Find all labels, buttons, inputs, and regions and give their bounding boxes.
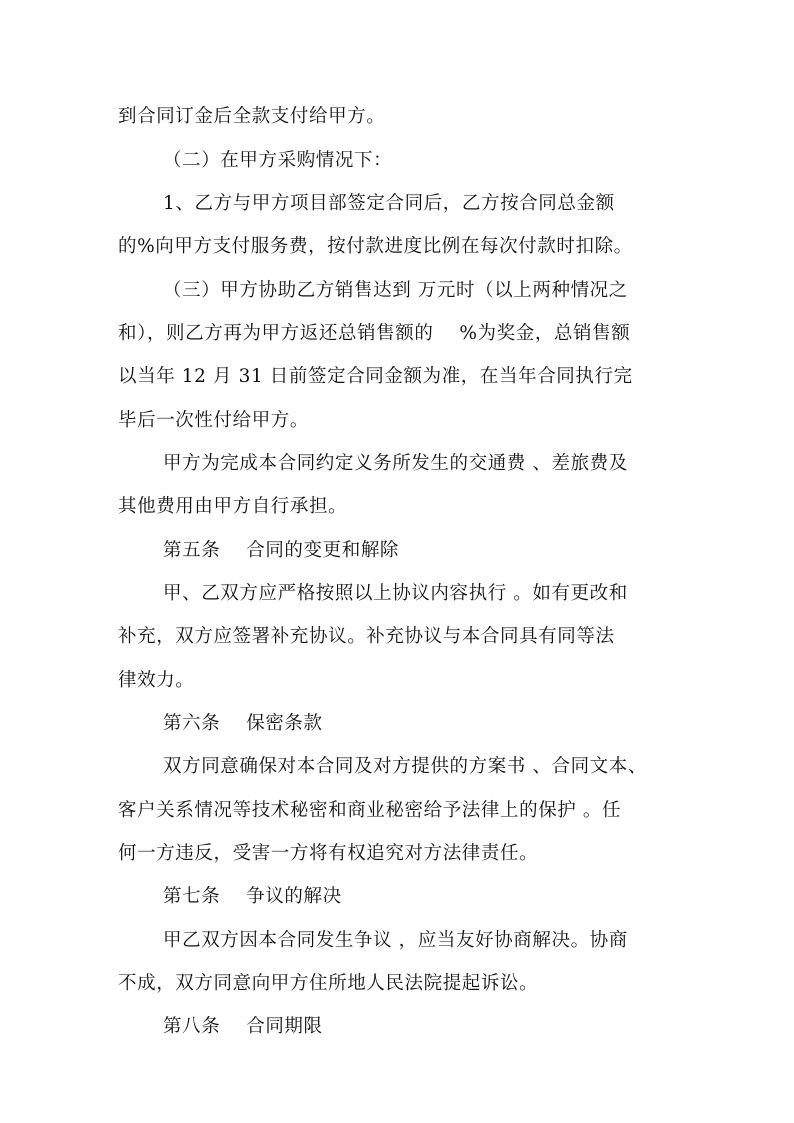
paragraph-line: 1、乙方与甲方项目部签定合同后，乙方按合同总金额: [163, 193, 615, 214]
paragraph-line: 补充，双方应签署补充协议。补充协议与本合同具有同等法: [118, 626, 615, 647]
paragraph-line: 的%向甲方支付服务费，按付款进度比例在每次付款时扣除。: [118, 236, 633, 257]
paragraph-line: 律效力。: [118, 670, 195, 691]
paragraph-line: 不成，双方同意向甲方住所地人民法院提起诉讼。: [118, 973, 539, 994]
paragraph-line: 和），则乙方再为甲方返还总销售额的 %为奖金，总销售额: [118, 323, 631, 344]
section-heading: 第八条 合同期限: [163, 1016, 323, 1037]
section-heading: 第六条 保密条款: [163, 713, 323, 734]
paragraph-line: （二）在甲方采购情况下：: [163, 150, 393, 171]
paragraph-line: 何一方违反，受害一方将有权追究对方法律责任。: [118, 843, 539, 864]
paragraph-line: 甲方为完成本合同约定义务所发生的交通费 、差旅费及: [163, 453, 628, 474]
paragraph-line: 双方同意确保对本合同及对方提供的方案书 、合同文本、: [163, 756, 647, 777]
paragraph-line: （三）甲方协助乙方销售达到 万元时（以上两种情况之: [163, 280, 628, 301]
paragraph-line: 甲、乙双方应严格按照以上协议内容执行 。如有更改和: [163, 583, 628, 604]
section-heading: 第五条 合同的变更和解除: [163, 540, 400, 561]
paragraph-line: 毕后一次性付给甲方。: [118, 410, 310, 431]
paragraph-line: 其他费用由甲方自行承担。: [118, 496, 348, 517]
paragraph-line: 客户关系情况等技术秘密和商业秘密给予法律上的保护 。任: [118, 800, 622, 821]
paragraph-line: 以当年 12 月 31 日前签定合同金额为准，在当年合同执行完: [118, 366, 633, 387]
section-heading: 第七条 争议的解决: [163, 886, 342, 907]
paragraph-line: 到合同订金后全款支付给甲方。: [118, 106, 386, 127]
paragraph-line: 甲乙双方因本合同发生争议 ，应当友好协商解决。协商: [163, 930, 628, 951]
